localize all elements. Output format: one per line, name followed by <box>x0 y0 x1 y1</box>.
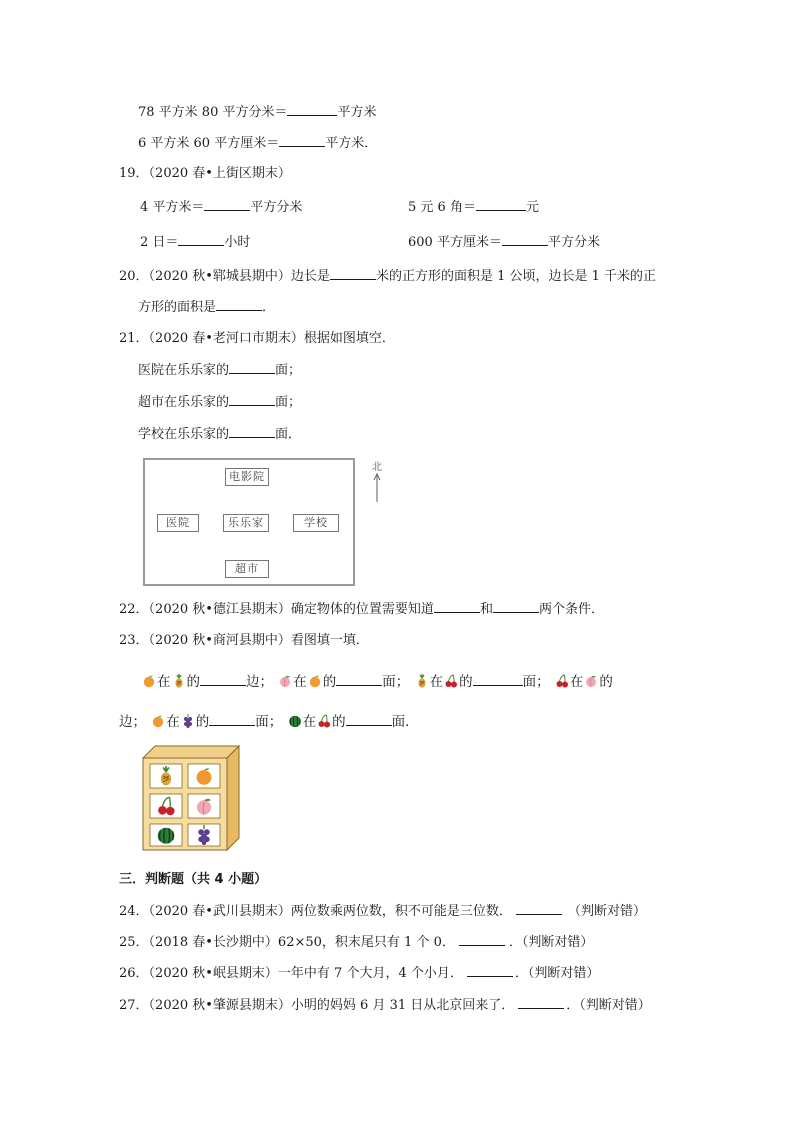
q24-text: 24．（2020 春•武川县期末）两位数乘两位数，积不可能是三位数． <box>119 904 512 919</box>
orange-icon <box>308 674 322 688</box>
q24-line <box>119 902 646 921</box>
fruit-cabinet <box>141 744 241 852</box>
q26-text: 26．（2020 秋•岷县期末）一年中有 7 个大月，4 个小月． <box>119 966 463 981</box>
q27-hint: ．（判断对错） <box>566 998 651 1013</box>
cherry-icon <box>444 674 458 688</box>
answer-blank[interactable] <box>216 298 262 311</box>
answer-blank[interactable] <box>467 964 513 977</box>
answer-blank[interactable] <box>204 198 250 211</box>
q22-line <box>119 600 604 619</box>
q23-mian-end: 面． <box>391 714 419 730</box>
q20-line-2 <box>138 298 275 317</box>
pineapple-icon <box>172 674 186 688</box>
watermelon-icon <box>288 714 302 728</box>
watermelon-icon <box>158 828 175 844</box>
q21-s1-text: 医院在乐乐家的 <box>138 363 230 378</box>
q23-de: 的 <box>322 674 337 690</box>
q21-sentence-1 <box>138 361 301 380</box>
answer-blank[interactable] <box>336 673 382 686</box>
q19-item-d <box>408 233 600 252</box>
q25-text: 25．（2018 春•长沙期中）62×50，积末尾只有 1 个 0． <box>119 935 455 950</box>
north-arrow-icon <box>370 472 384 504</box>
answer-blank[interactable] <box>287 103 337 116</box>
cherry-icon <box>555 674 569 688</box>
q21-s3-end: 面． <box>275 427 302 442</box>
q19-c-text: 2 日＝ <box>140 235 179 250</box>
answer-blank[interactable] <box>434 600 480 613</box>
q18-line-1 <box>138 103 377 122</box>
q21-s2-text: 超市在乐乐家的 <box>138 395 230 410</box>
section-title-judgement: 三．判断题（共 4 小题） <box>119 872 268 887</box>
q20-text-1b: 米的正方形的面积是 1 公顷，边长是 1 千米的正 <box>375 269 657 284</box>
q23-zai: 在 <box>166 714 180 730</box>
q18-text-2b: 平方米． <box>325 136 378 151</box>
orange-icon <box>142 674 156 688</box>
q21-s3-text: 学校在乐乐家的 <box>138 427 230 442</box>
q23-zai: 在 <box>429 674 444 690</box>
q23-line-2 <box>119 713 419 731</box>
q26-line <box>119 964 599 983</box>
q23-mian: 面； <box>255 714 283 730</box>
q19-a-unit: 平方分米 <box>250 200 303 215</box>
q23-bian: 边； <box>246 674 273 690</box>
q19-item-a <box>140 198 302 217</box>
q21-s2-end: 面； <box>275 395 302 410</box>
q27-line <box>119 996 651 1015</box>
q23-de: 的 <box>459 674 473 690</box>
q26-hint: ．（判断对错） <box>514 966 600 981</box>
q20-text-1a: 20．（2020 秋•郓城县期中）边长是 <box>119 269 330 284</box>
q21-s1-end: 面； <box>275 363 302 378</box>
map-label-school: 学校 <box>293 514 339 532</box>
q19-item-b <box>408 198 539 217</box>
answer-blank[interactable] <box>516 902 562 915</box>
q23-de: 的 <box>332 714 346 730</box>
direction-map <box>143 458 355 586</box>
q23-mian: 面； <box>522 674 550 690</box>
q19-d-unit: 平方分米 <box>547 235 600 250</box>
q18-text-1b: 平方米 <box>337 105 377 120</box>
q25-line <box>119 933 593 952</box>
answer-blank[interactable] <box>346 713 392 726</box>
answer-blank[interactable] <box>493 600 539 613</box>
answer-blank[interactable] <box>502 233 548 246</box>
map-label-hospital: 医院 <box>157 514 199 532</box>
answer-blank[interactable] <box>476 198 526 211</box>
answer-blank[interactable] <box>459 933 505 946</box>
q19-a-text: 4 平方米＝ <box>140 200 205 215</box>
answer-blank[interactable] <box>473 673 523 686</box>
map-label-market: 超市 <box>225 560 269 578</box>
answer-blank[interactable] <box>330 267 376 280</box>
answer-blank[interactable] <box>518 996 564 1009</box>
answer-blank[interactable] <box>229 393 275 406</box>
q19-b-text: 5 元 6 角＝ <box>408 200 476 215</box>
north-indicator <box>370 458 390 504</box>
q23-line-1 <box>141 673 613 691</box>
q20-text-2b: ． <box>262 300 276 315</box>
q20-line-1 <box>119 267 656 286</box>
answer-blank[interactable] <box>279 134 325 147</box>
peach-icon <box>278 674 292 688</box>
orange-icon <box>151 714 165 728</box>
q21-sentence-2 <box>138 393 301 412</box>
q19-d-text: 600 平方厘米＝ <box>408 235 502 250</box>
q18-text-1a: 78 平方米 80 平方分米＝ <box>138 105 288 120</box>
q23-zai: 在 <box>293 674 307 690</box>
q23-header: 23．（2020 秋•商河县期中）看图填一填． <box>119 633 369 648</box>
q19-header: 19．（2020 春•上街区期末） <box>119 166 291 181</box>
q23-de: 的 <box>195 714 210 730</box>
answer-blank[interactable] <box>200 673 246 686</box>
q19-c-unit: 小时 <box>224 235 251 250</box>
pineapple-icon <box>415 674 429 688</box>
grape-icon <box>181 714 195 728</box>
q23-zai: 在 <box>569 674 584 690</box>
q25-hint: ．（判断对错） <box>508 935 594 950</box>
q21-header: 21．（2020 春•老河口市期末）根据如图填空． <box>119 331 395 346</box>
q23-zai: 在 <box>302 714 317 730</box>
q18-text-2a: 6 平方米 60 平方厘米＝ <box>138 136 280 151</box>
q20-text-2a: 方形的面积是 <box>138 300 217 315</box>
q19-item-c <box>140 233 250 252</box>
q18-line-2 <box>138 134 377 153</box>
peach-icon <box>584 674 598 688</box>
cherry-icon <box>317 714 331 728</box>
q23-de: 的 <box>186 674 200 690</box>
answer-blank[interactable] <box>178 233 224 246</box>
q21-sentence-3 <box>138 425 301 444</box>
map-label-home: 乐乐家 <box>223 514 269 532</box>
q19-b-unit: 元 <box>525 200 539 215</box>
map-label-cinema: 电影院 <box>225 468 269 486</box>
q24-hint: （判断对错） <box>567 904 646 919</box>
north-label: 北 <box>372 462 382 473</box>
answer-blank[interactable] <box>229 361 275 374</box>
answer-blank[interactable] <box>209 713 255 726</box>
q27-text: 27．（2020 秋•肇源县期末）小明的妈妈 6 月 31 日从北京回来了． <box>119 998 515 1013</box>
q22-text-c: 两个条件． <box>538 602 604 617</box>
q23-zai: 在 <box>157 674 171 690</box>
q23-mian: 面； <box>382 674 410 690</box>
q23-bian: 边； <box>119 714 146 730</box>
q23-de: 的 <box>599 674 613 690</box>
q22-text-a: 22．（2020 秋•德江县期末）确定物体的位置需要知道 <box>119 602 434 617</box>
q22-text-b: 和 <box>479 602 493 617</box>
answer-blank[interactable] <box>229 425 275 438</box>
